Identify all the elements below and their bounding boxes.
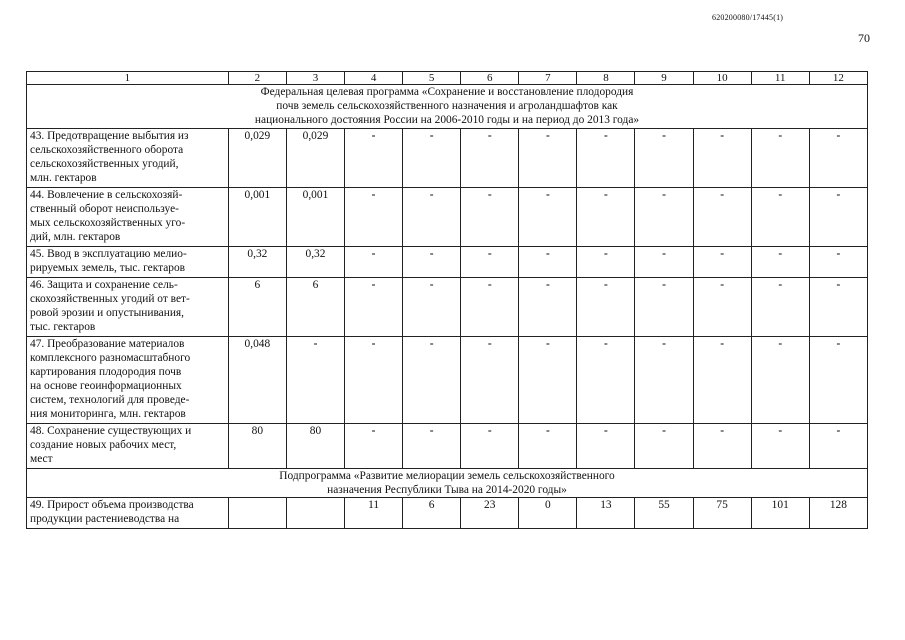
value-cell: - [519,188,577,247]
section-title-federal-program [27,85,868,129]
value-cell: - [635,337,693,424]
value-cell: 0,001 [228,188,286,247]
column-header: 12 [809,72,867,85]
value-cell: - [461,337,519,424]
value-cell: 80 [228,424,286,469]
value-cell: - [693,278,751,337]
section-row [27,469,868,498]
value-cell: - [403,424,461,469]
value-cell: - [577,247,635,278]
label-line: 49. Прирост объема производства [30,499,194,511]
value-cell: 0,32 [286,247,344,278]
row-label [27,129,229,188]
value-cell: - [403,337,461,424]
column-number-row [27,72,868,85]
section-row [27,85,868,129]
label-line: 45. Ввод в эксплуатацию мелио- [30,248,187,260]
value-cell: - [809,188,867,247]
value-cell: - [577,424,635,469]
value-cell: 6 [403,498,461,529]
section-line: почв земель сельскохозяйственного назначения и агроландшафтов как [276,100,618,112]
value-cell: - [461,247,519,278]
label-line: 48. Сохранение существующих и [30,425,192,437]
value-cell: - [693,337,751,424]
column-header: 9 [635,72,693,85]
table-row [27,337,868,424]
table-row [27,129,868,188]
value-cell: - [403,278,461,337]
value-cell: 0,029 [286,129,344,188]
value-cell: - [751,278,809,337]
value-cell: - [577,337,635,424]
section-title-subprogram [27,469,868,498]
row-label [27,247,229,278]
value-cell: 0,029 [228,129,286,188]
column-header: 2 [228,72,286,85]
value-cell: - [809,278,867,337]
value-cell: 75 [693,498,751,529]
section-line: Подпрограмма «Развитие мелиорации земель сельскохозяйственного [279,470,615,482]
label-line: мых сельскохозяйственных уго- [30,217,186,229]
value-cell: - [403,188,461,247]
value-cell: - [461,188,519,247]
value-cell: - [403,129,461,188]
label-line: 44. Вовлечение в сельскохозяй- [30,189,183,201]
value-cell: 128 [809,498,867,529]
label-line: сельскохозяйственных угодий, [30,158,179,170]
value-cell: 0 [519,498,577,529]
value-cell: - [635,424,693,469]
value-cell: 13 [577,498,635,529]
value-cell: - [461,129,519,188]
value-cell: - [577,129,635,188]
column-header: 4 [345,72,403,85]
label-line: сельскохозяйственного оборота [30,144,184,156]
column-header: 6 [461,72,519,85]
label-line: продукции растениеводства на [30,513,180,525]
label-line: рируемых земель, тыс. гектаров [30,262,186,274]
label-line: ровой эрозии и опустынивания, [30,307,185,319]
table-row [27,247,868,278]
value-cell: - [635,247,693,278]
value-cell [228,498,286,529]
row-label [27,278,229,337]
value-cell: - [635,278,693,337]
section-line: национального достояния России на 2006-2010 годы и на период до 2013 года» [254,114,640,126]
value-cell: 11 [345,498,403,529]
table-row [27,278,868,337]
value-cell: - [693,247,751,278]
row-label [27,337,229,424]
value-cell: - [403,247,461,278]
value-cell: 6 [286,278,344,337]
label-line: 43. Предотвращение выбытия из [30,130,189,142]
column-header: 8 [577,72,635,85]
label-line: скохозяйственных угодий от вет- [30,293,190,305]
label-line: систем, технологий для проведе- [30,394,190,406]
label-line: мест [30,453,53,465]
document-id: 620200080/17445(1) [712,13,784,22]
value-cell: 55 [635,498,693,529]
value-cell: - [345,247,403,278]
column-header: 1 [27,72,229,85]
value-cell: - [519,247,577,278]
value-cell: - [635,129,693,188]
label-line: тыс. гектаров [30,321,96,333]
value-cell: - [345,278,403,337]
table-row [27,188,868,247]
page-number: 70 [858,31,870,45]
label-line: дий, млн. гектаров [30,231,121,243]
value-cell: 23 [461,498,519,529]
value-cell: - [809,129,867,188]
value-cell: - [635,188,693,247]
value-cell: 0,001 [286,188,344,247]
value-cell [286,498,344,529]
value-cell: - [519,337,577,424]
indicators-table [26,71,868,529]
value-cell: - [751,247,809,278]
value-cell: - [809,247,867,278]
value-cell: - [751,337,809,424]
label-line: на основе геоинформационных [30,380,182,392]
value-cell: - [751,424,809,469]
value-cell: - [461,424,519,469]
value-cell: - [519,129,577,188]
table-row [27,498,868,529]
label-line: ственный оборот неиспользуе- [30,203,179,215]
section-line: назначения Республики Тыва на 2014-2020 годы» [327,484,567,496]
section-line: Федеральная целевая программа «Сохранение и восстановление плодородия [260,86,634,98]
table-row [27,424,868,469]
label-line: ния мониторинга, млн. гектаров [30,408,186,420]
value-cell: - [577,278,635,337]
value-cell: - [693,129,751,188]
label-line: создание новых рабочих мест, [30,439,177,451]
label-line: 46. Защита и сохранение сель- [30,279,178,291]
value-cell: 101 [751,498,809,529]
value-cell: - [693,188,751,247]
value-cell: 0,048 [228,337,286,424]
label-line: млн. гектаров [30,172,97,184]
column-header: 7 [519,72,577,85]
column-header: 10 [693,72,751,85]
value-cell: 0,32 [228,247,286,278]
value-cell: - [809,337,867,424]
value-cell: - [809,424,867,469]
label-line: 47. Преобразование материалов [30,338,185,350]
row-label [27,424,229,469]
value-cell: - [577,188,635,247]
value-cell: - [461,278,519,337]
value-cell: - [751,188,809,247]
row-label [27,188,229,247]
row-label [27,498,229,529]
column-header: 3 [286,72,344,85]
value-cell: - [345,424,403,469]
value-cell: - [345,337,403,424]
value-cell: 6 [228,278,286,337]
value-cell: - [519,278,577,337]
value-cell: - [693,424,751,469]
label-line: картирования плодородия почв [30,366,182,378]
value-cell: - [345,129,403,188]
value-cell: - [286,337,344,424]
value-cell: - [751,129,809,188]
column-header: 11 [751,72,809,85]
label-line: комплексного разномасштабного [30,352,191,364]
value-cell: - [519,424,577,469]
value-cell: 80 [286,424,344,469]
value-cell: - [345,188,403,247]
column-header: 5 [403,72,461,85]
